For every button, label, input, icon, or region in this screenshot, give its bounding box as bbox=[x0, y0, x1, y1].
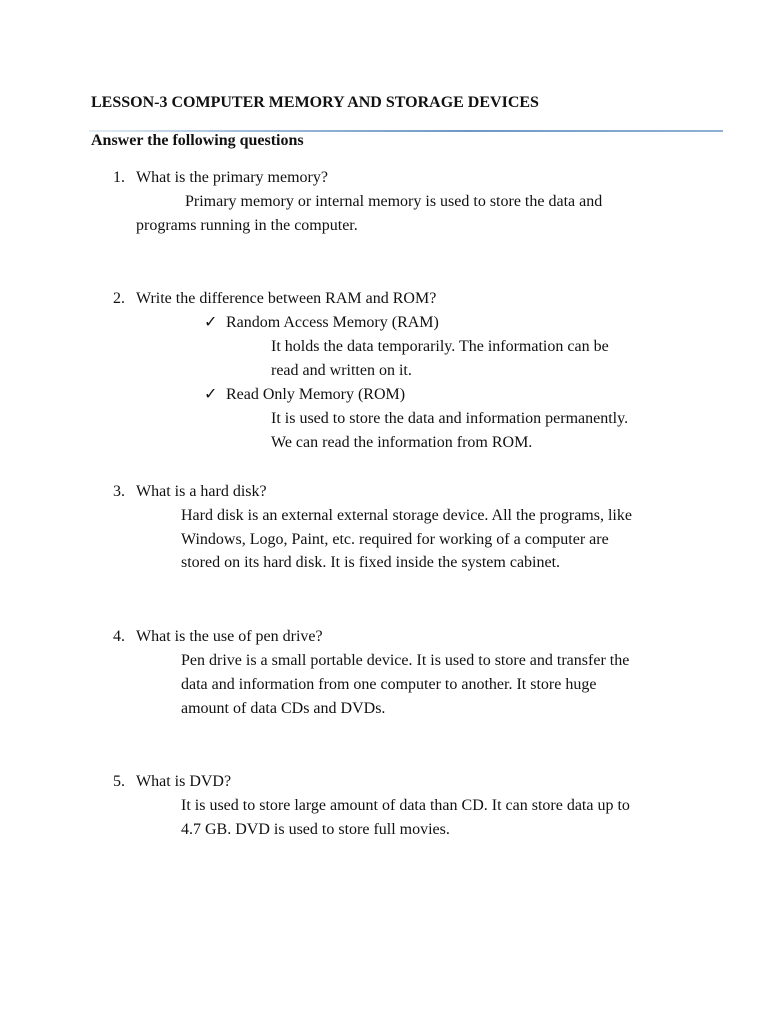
question-number: 2. bbox=[113, 290, 125, 307]
question-text: What is the use of pen drive? bbox=[136, 628, 323, 645]
check-mark-icon: ✓ bbox=[204, 386, 218, 403]
answer-line: Hard disk is an external external storage device. All the programs, like bbox=[181, 507, 632, 524]
answer-line: Windows, Logo, Paint, etc. required for working of a computer are bbox=[181, 531, 609, 548]
answer-line: programs running in the computer. bbox=[136, 217, 358, 234]
question-number: 1. bbox=[113, 169, 125, 186]
question-text: What is the primary memory? bbox=[136, 169, 328, 186]
answer-line: stored on its hard disk. It is fixed inside the system cabinet. bbox=[181, 554, 561, 571]
answer-line: data and information from one computer to another. It store huge bbox=[181, 676, 597, 693]
check-mark-icon: ✓ bbox=[204, 314, 218, 331]
question-text: What is a hard disk? bbox=[136, 483, 267, 500]
answer-line: It is used to store large amount of data than CD. It can store data up to bbox=[181, 797, 630, 814]
answer-line: 4.7 GB. DVD is used to store full movies. bbox=[181, 821, 450, 838]
answer-line: It is used to store the data and information permanently. bbox=[271, 410, 629, 427]
answer-line: Pen drive is a small portable device. It is used to store and transfer the bbox=[181, 652, 630, 669]
answer-line: amount of data CDs and DVDs. bbox=[181, 700, 386, 717]
question-number: 4. bbox=[113, 628, 125, 645]
question-text: Write the difference between RAM and ROM? bbox=[136, 290, 437, 307]
question-number: 3. bbox=[113, 483, 125, 500]
question-text: What is DVD? bbox=[136, 773, 232, 790]
ram-label: Random Access Memory (RAM) bbox=[226, 314, 439, 331]
answer-line: read and written on it. bbox=[271, 362, 412, 379]
question-number: 5. bbox=[113, 773, 125, 790]
answer-line: We can read the information from ROM. bbox=[271, 434, 533, 451]
rom-label: Read Only Memory (ROM) bbox=[226, 386, 406, 403]
lesson-title: LESSON-3 COMPUTER MEMORY AND STORAGE DEVICES bbox=[91, 94, 539, 111]
answer-line: Primary memory or internal memory is used to store the data and bbox=[185, 193, 603, 210]
answer-line: It holds the data temporarily. The information can be bbox=[271, 338, 609, 355]
instruction-heading: Answer the following questions bbox=[91, 132, 304, 149]
